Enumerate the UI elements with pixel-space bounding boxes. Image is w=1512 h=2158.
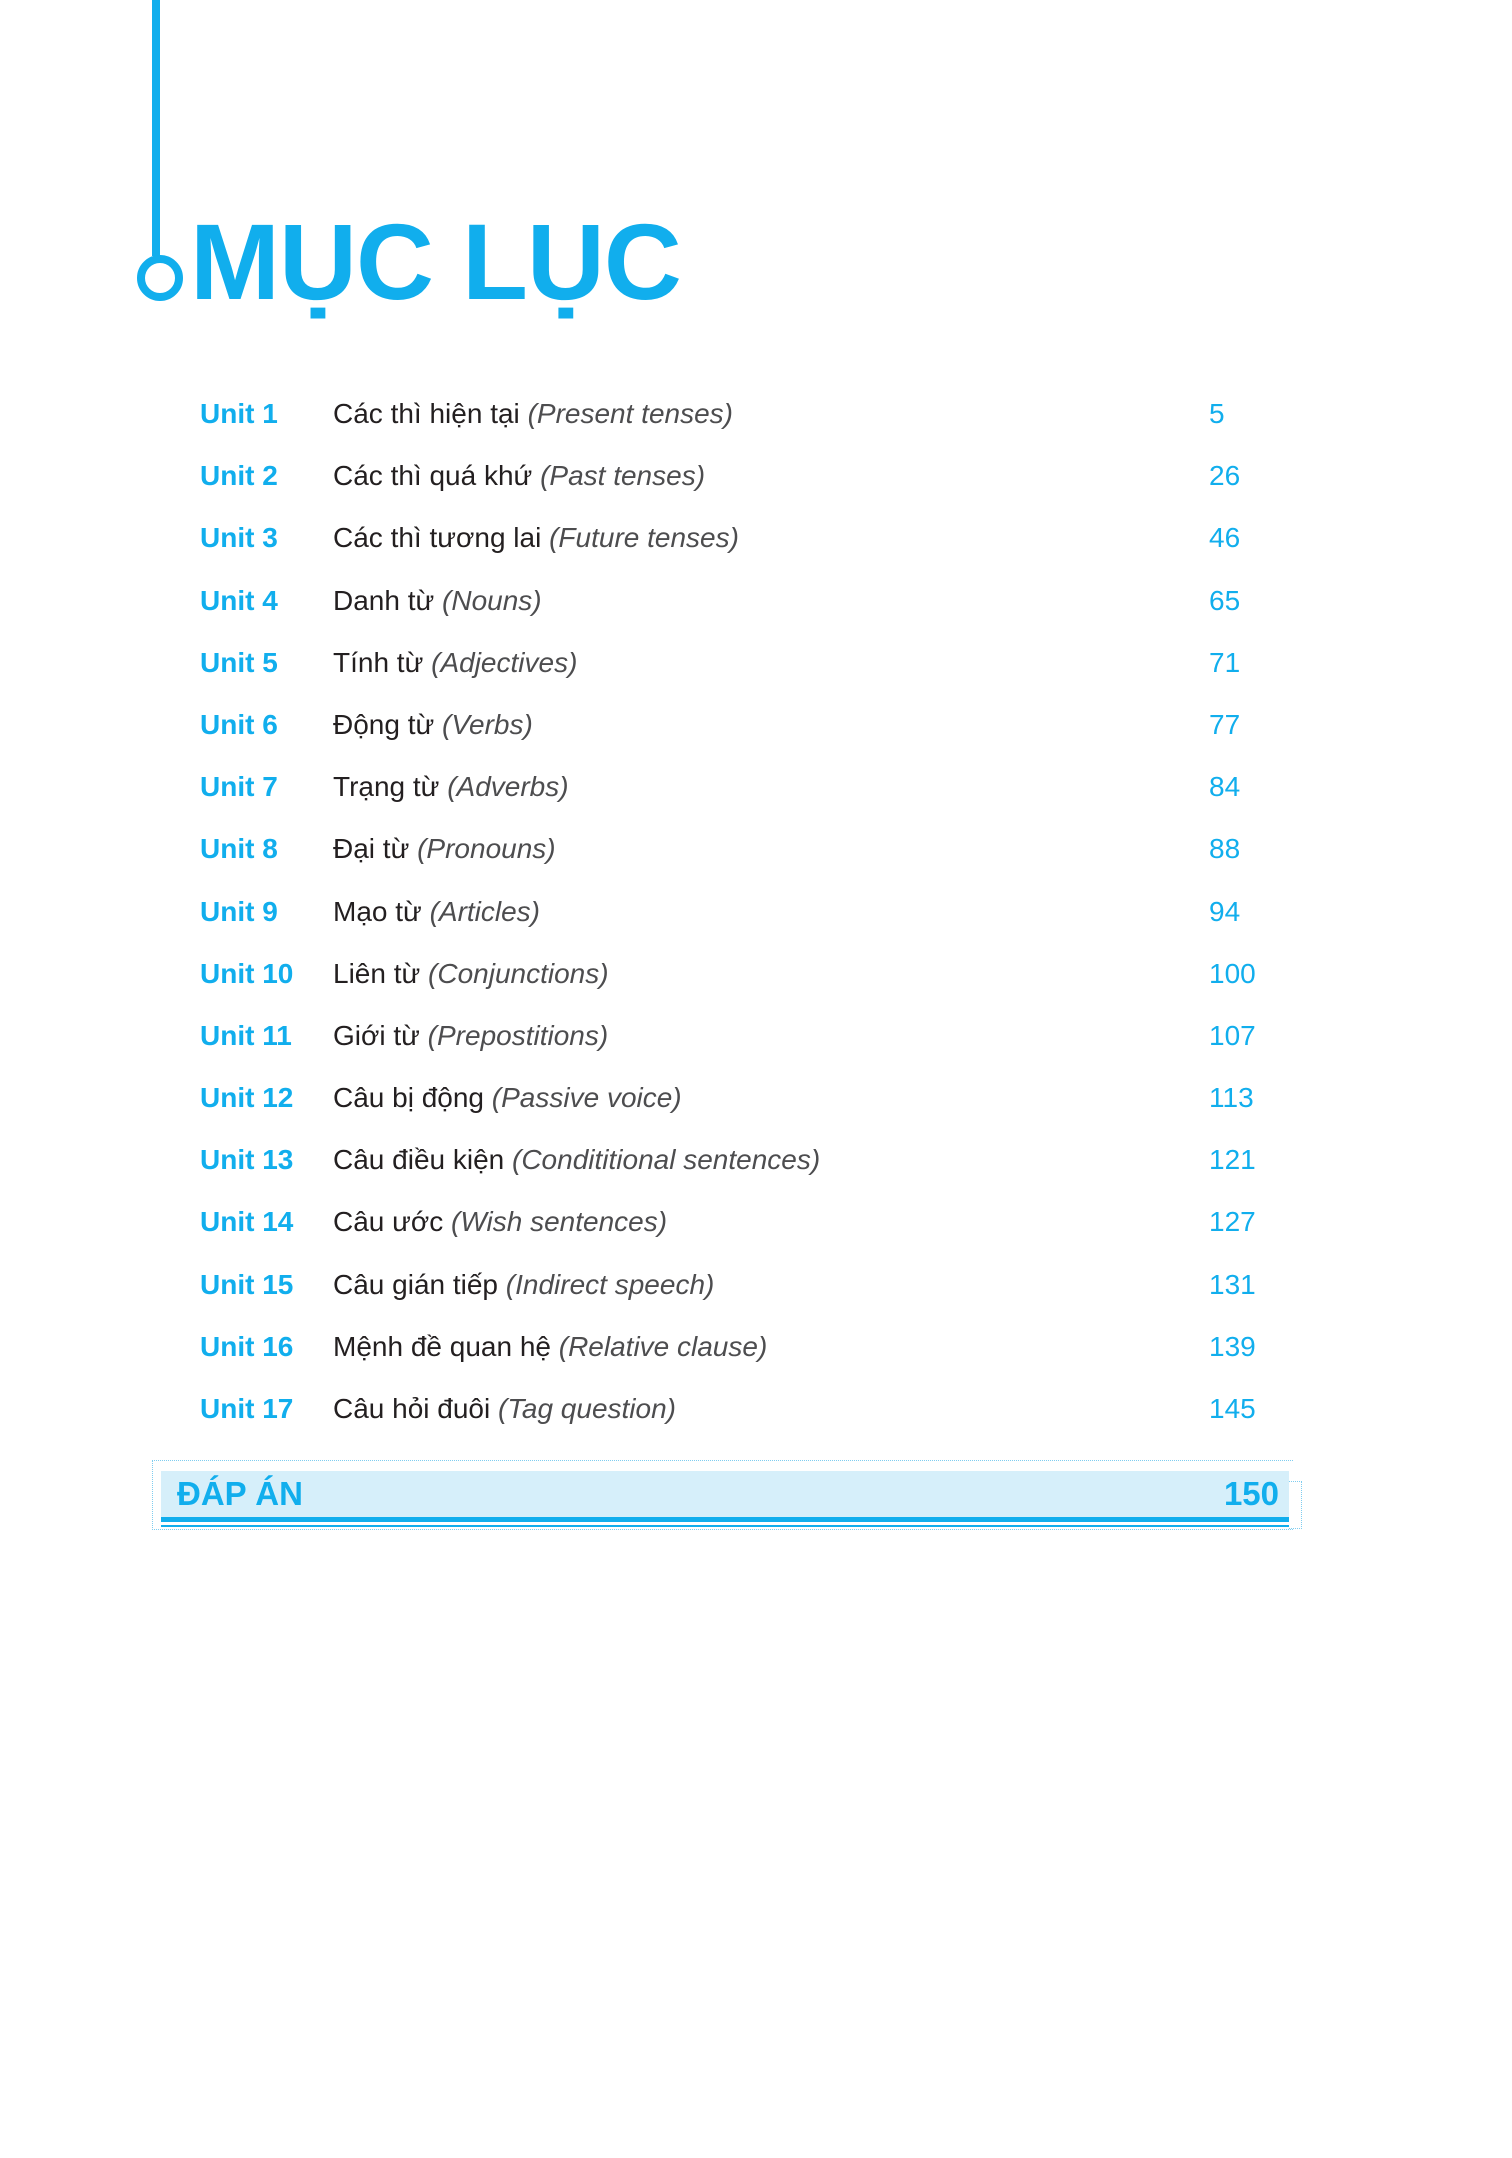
toc-title-vietnamese: Liên từ	[333, 957, 421, 989]
toc-row[interactable]	[0, 943, 1512, 1005]
toc-page-number: 84	[1209, 771, 1241, 803]
toc-title-vietnamese: Các thì quá khứ	[333, 460, 533, 492]
answers-page-number: 150	[1223, 1475, 1279, 1512]
answers-label: ĐÁP ÁN	[177, 1475, 303, 1512]
toc-unit-label: Unit 14	[200, 1206, 294, 1238]
toc-unit-label: Unit 16	[200, 1330, 294, 1362]
toc-row[interactable]	[0, 756, 1512, 818]
toc-title-vietnamese: Đại từ	[333, 833, 410, 865]
toc-title-english: (Verbs)	[442, 708, 533, 740]
toc-entry-title	[333, 1067, 682, 1129]
toc-title-english: (Relative clause)	[558, 1330, 768, 1362]
toc-title-vietnamese: Mệnh đề quan hệ	[333, 1330, 551, 1362]
toc-row[interactable]	[0, 445, 1512, 507]
table-of-contents	[0, 383, 1512, 1440]
toc-page-number: 71	[1209, 646, 1241, 678]
toc-page-number: 46	[1209, 522, 1241, 554]
toc-unit-label: Unit 5	[200, 646, 278, 678]
toc-entry-title	[333, 383, 733, 445]
toc-title-english: (Prepostitions)	[427, 1019, 609, 1051]
toc-entry-title	[333, 1378, 676, 1440]
toc-page-number: 131	[1209, 1268, 1256, 1300]
toc-title-english: (Pronouns)	[417, 833, 556, 865]
toc-title-english: (Adjectives)	[431, 646, 578, 678]
toc-title-english: (Nouns)	[442, 584, 542, 616]
toc-entry-title	[333, 570, 542, 632]
toc-row[interactable]	[0, 694, 1512, 756]
toc-page-number: 145	[1209, 1393, 1256, 1424]
toc-unit-label: Unit 13	[200, 1144, 294, 1176]
toc-title-english: (Condititional sentences)	[512, 1144, 821, 1176]
toc-row[interactable]	[0, 1191, 1512, 1253]
toc-row[interactable]	[0, 632, 1512, 694]
toc-entry-title	[333, 1254, 714, 1316]
toc-title-english: (Wish sentences)	[451, 1206, 668, 1238]
toc-entry-title	[333, 1316, 767, 1378]
toc-title-vietnamese: Các thì hiện tại	[333, 398, 520, 429]
toc-entry-title	[333, 445, 705, 507]
toc-entry-title	[333, 1191, 667, 1253]
toc-unit-label: Unit 7	[200, 771, 278, 803]
toc-page-number: 107	[1209, 1019, 1256, 1051]
toc-unit-label: Unit 3	[200, 522, 278, 554]
toc-title-english: (Articles)	[429, 895, 541, 927]
toc-title-vietnamese: Các thì tương lai	[333, 522, 542, 554]
toc-entry-title	[333, 632, 577, 694]
toc-title-vietnamese: Tính từ	[333, 646, 424, 678]
title-decoration-line	[152, 0, 160, 256]
toc-unit-label: Unit 2	[200, 460, 278, 492]
toc-row[interactable]	[0, 1316, 1512, 1378]
toc-page-number: 65	[1209, 584, 1241, 616]
toc-page-number: 100	[1209, 957, 1256, 989]
toc-row[interactable]	[0, 383, 1512, 445]
toc-unit-label: Unit 8	[200, 833, 278, 865]
toc-title-vietnamese: Câu bị động	[333, 1082, 485, 1114]
toc-unit-label: Unit 9	[200, 895, 278, 927]
toc-unit-label: Unit 1	[200, 398, 278, 429]
toc-title-english: (Present tenses)	[527, 398, 733, 429]
toc-unit-label: Unit 15	[200, 1268, 294, 1300]
toc-unit-label: Unit 4	[200, 584, 278, 616]
toc-entry-title	[333, 507, 739, 569]
toc-title-vietnamese: Câu gián tiếp	[333, 1268, 499, 1300]
toc-page-number: 88	[1209, 833, 1241, 865]
toc-page-number: 77	[1209, 708, 1241, 740]
toc-title-english: (Passive voice)	[491, 1082, 682, 1114]
toc-row[interactable]	[0, 1129, 1512, 1191]
toc-row[interactable]	[0, 1067, 1512, 1129]
toc-title-vietnamese: Mạo từ	[333, 895, 422, 927]
title-decoration-circle	[137, 255, 183, 301]
toc-entry-title	[333, 1005, 608, 1067]
toc-row[interactable]	[0, 1254, 1512, 1316]
answers-section[interactable]	[152, 1460, 1293, 1530]
toc-title-vietnamese: Danh từ	[333, 584, 435, 616]
toc-entry-title	[333, 756, 569, 818]
toc-row[interactable]	[0, 1378, 1512, 1440]
toc-page-number: 26	[1209, 460, 1241, 492]
toc-page-number: 5	[1209, 398, 1225, 429]
toc-title-vietnamese: Động từ	[333, 708, 435, 740]
answers-corner-tab	[1289, 1481, 1302, 1529]
toc-title-english: (Adverbs)	[447, 771, 569, 803]
toc-title-vietnamese: Câu ước	[333, 1206, 444, 1238]
toc-entry-title	[333, 881, 540, 943]
toc-row[interactable]	[0, 1005, 1512, 1067]
toc-unit-label: Unit 11	[200, 1019, 292, 1051]
toc-entry-title	[333, 1129, 820, 1191]
toc-title-english: (Conjunctions)	[428, 957, 609, 989]
toc-row[interactable]	[0, 570, 1512, 632]
toc-row[interactable]	[0, 818, 1512, 880]
toc-title-english: (Tag question)	[498, 1393, 676, 1424]
toc-title-english: (Past tenses)	[540, 460, 706, 492]
toc-title-english: (Future tenses)	[549, 522, 739, 554]
toc-title-vietnamese: Câu hỏi đuôi	[333, 1393, 491, 1424]
toc-row[interactable]	[0, 507, 1512, 569]
toc-row[interactable]	[0, 881, 1512, 943]
toc-unit-label: Unit 12	[200, 1082, 294, 1114]
toc-entry-title	[333, 694, 533, 756]
toc-unit-label: Unit 17	[200, 1393, 294, 1424]
answers-underline	[161, 1517, 1289, 1522]
toc-page-number: 139	[1209, 1330, 1256, 1362]
toc-title-english: (Indirect speech)	[505, 1268, 715, 1300]
toc-title-vietnamese: Giới từ	[333, 1019, 420, 1051]
toc-page-number: 121	[1209, 1144, 1256, 1176]
toc-unit-label: Unit 10	[200, 957, 294, 989]
toc-entry-title	[333, 818, 556, 880]
toc-page-number: 127	[1209, 1206, 1256, 1238]
page-title: MỤC LỤC	[190, 201, 681, 322]
answers-underline-thin	[161, 1525, 1289, 1527]
toc-unit-label: Unit 6	[200, 708, 278, 740]
toc-page-number: 94	[1209, 895, 1241, 927]
toc-title-vietnamese: Câu điều kiện	[333, 1144, 505, 1176]
answers-highlight	[161, 1471, 1289, 1517]
toc-page-number: 113	[1209, 1082, 1254, 1114]
toc-title-vietnamese: Trạng từ	[333, 771, 440, 803]
toc-entry-title	[333, 943, 609, 1005]
